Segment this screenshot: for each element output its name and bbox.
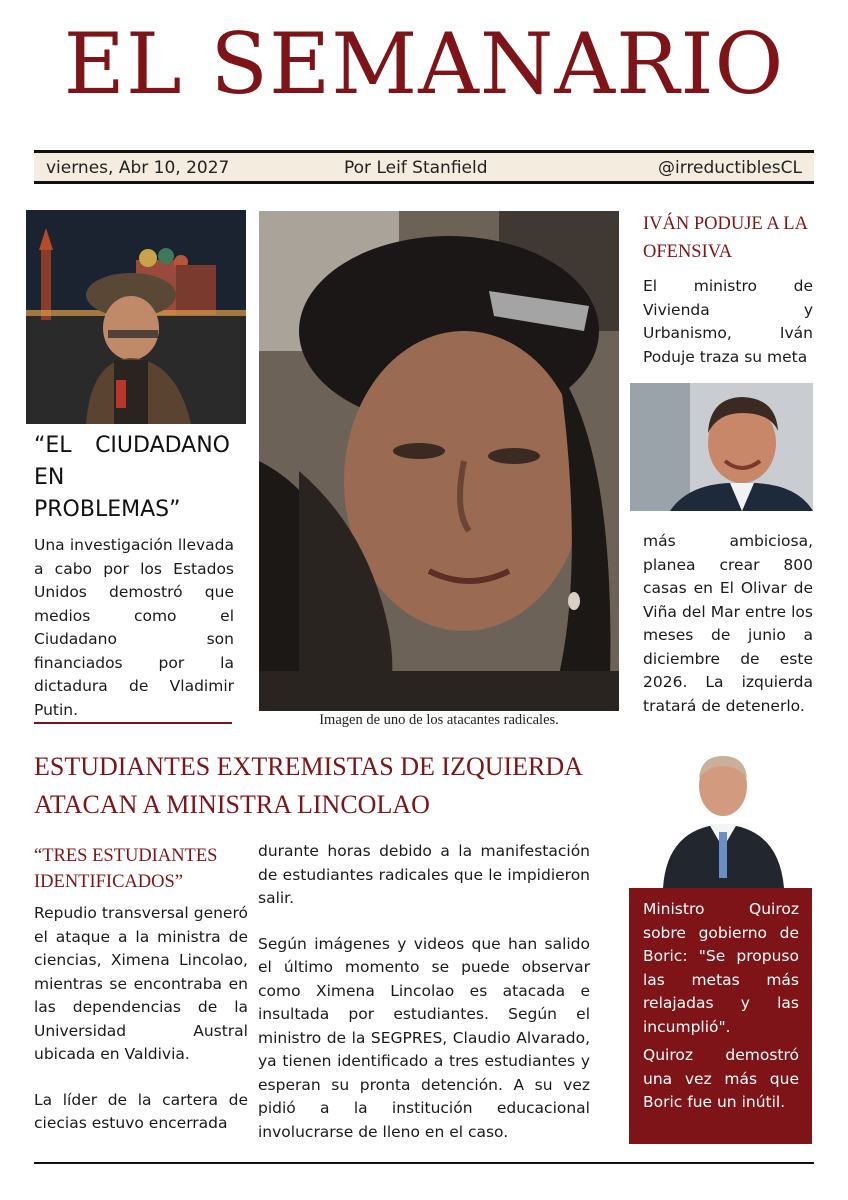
center-photo-caption: Imagen de uno de los atacantes radicales.	[319, 712, 559, 728]
main-headline-line-1: ESTUDIANTES EXTREMISTAS DE IZQUIERDA	[34, 752, 583, 781]
main-story-column-1	[34, 902, 248, 1136]
right-headline-line-2: OFENSIVA	[643, 242, 733, 262]
subhead-line-1: “TRES ESTUDIANTES	[34, 846, 218, 866]
right-story-headline	[643, 210, 823, 266]
right-story-body-top: El ministro de Vivienda y Urbanismo, Iván Poduje traza su meta	[643, 277, 813, 366]
right-story-body-bottom: más ambiciosa, planea crear 800 casas en El Olivar de Viña del Mar entre los meses de junio a diciembre de este 2026. La izquierda tratará de detenerlo.	[643, 532, 813, 715]
main-story-column-2	[258, 840, 590, 1144]
bottom-rule	[34, 1162, 814, 1164]
main-headline-line-2: ATACAN A MINISTRA LINCOLAO	[34, 790, 430, 819]
main-col2-paragraph-1: durante horas debido a la manifestación de estudiantes radicales que le impidieron salir.	[258, 842, 590, 907]
main-col1-paragraph-1: Repudio transversal generó el ataque a la ministra de ciencias, Ximena Lincolao, mientras se encontraba en las dependencias de la Universidad Austral ubicada en Valdivia.	[34, 904, 248, 1063]
sidebar-quote: Ministro Quiroz sobre gobierno de Boric: "Se propuso las metas más relajadas y las incumplió".	[643, 900, 799, 1036]
issue-date: viernes, Abr 10, 2027	[46, 158, 230, 178]
left-headline-line-3: PROBLEMAS”	[34, 497, 181, 522]
left-story-headline	[34, 430, 230, 526]
left-story-photo	[26, 210, 246, 424]
sidebar-quote-box	[629, 888, 812, 1144]
main-story-subhead	[34, 843, 244, 895]
left-headline-line-1: “EL CIUDADANO	[34, 433, 230, 458]
dateline-bar	[34, 150, 814, 184]
center-photo	[259, 211, 619, 711]
sidebar-conclusion: Quiroz demostró una vez más que Boric fue un inútil.	[643, 1046, 799, 1111]
masthead-title: EL SEMANARIO	[63, 15, 785, 113]
byline: Por Leif Stanfield	[344, 158, 488, 178]
left-story-divider	[34, 722, 232, 724]
main-col1-paragraph-2: La líder de la cartera de ciecias estuvo encerrada	[34, 1090, 248, 1132]
main-story-headline	[34, 748, 634, 824]
sidebar-photo	[657, 748, 790, 888]
right-story-photo	[630, 383, 813, 511]
main-col2-paragraph-2: Según imágenes y videos que han salido el último momento se puede observar como Ximena Lincolao es atacada e insultada por estudiantes. Según el ministro de la SEGPRES, Claudio Alvarado, ya tienen identificado a tres estudiantes y esperan su pronta detención. A su vez pidió a la institución educacional involucrarse de lleno en el caso.	[258, 934, 590, 1141]
right-headline-line-1: IVÁN PODUJE A LA	[643, 214, 808, 234]
left-headline-line-2: EN	[34, 465, 65, 490]
social-handle: @irreductiblesCL	[658, 158, 802, 178]
subhead-line-2: IDENTIFICADOS”	[34, 872, 184, 892]
left-story-body: Una investigación llevada a cabo por los Estados Unidos demostró que medios como el Ciudadano son financiados por la dictadura de Vladimir Putin.	[34, 536, 234, 719]
